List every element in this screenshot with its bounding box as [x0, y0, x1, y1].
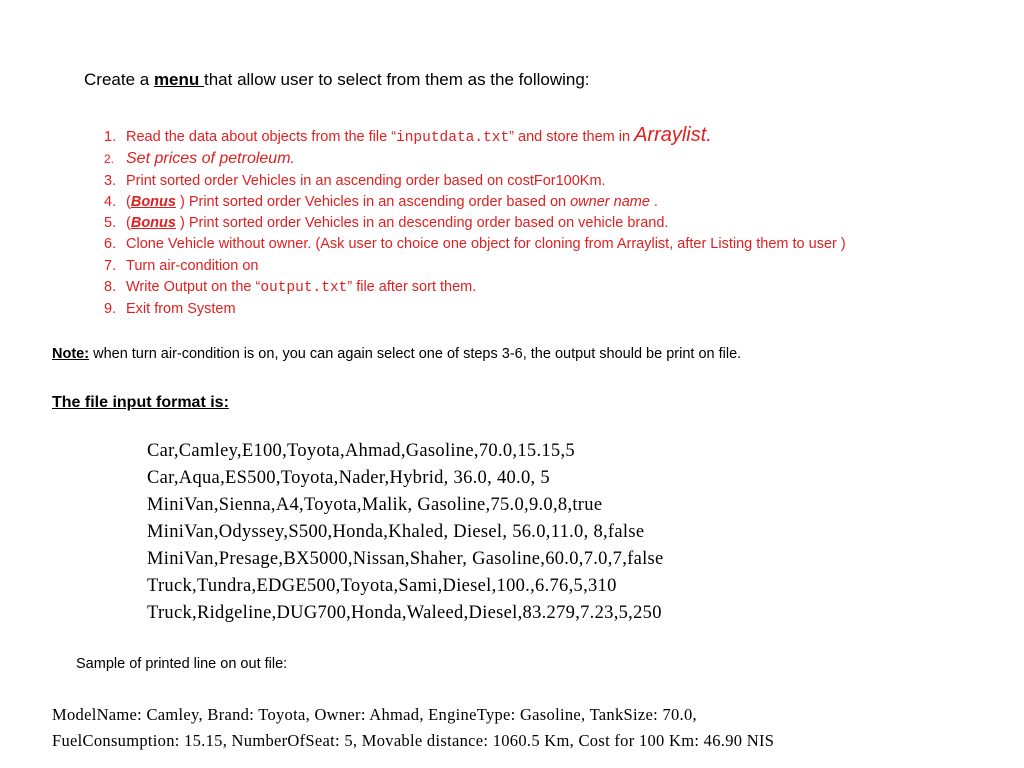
sample-output-line: FuelConsumption: 15.15, NumberOfSeat: 5, Movable distance: 1060.5 Km, Cost for 100 Km: 46.90 NIS	[52, 731, 775, 750]
menu-item-3: 3. Print sorted order Vehicles in an ascending order based on costFor100Km.	[104, 173, 606, 189]
data-line: Car,Camley,E100,Toyota,Ahmad,Gasoline,70.0,15.15,5	[147, 441, 575, 461]
data-line: Car,Aqua,ES500,Toyota,Nader,Hybrid, 36.0, 40.0, 5	[147, 468, 550, 488]
format-heading: The file input format is:	[52, 394, 229, 411]
data-line: Truck,Ridgeline,DUG700,Honda,Waleed,Diesel,83.279,7.23,5,250	[147, 603, 662, 623]
title-suffix: that allow user to select from them as the following:	[204, 70, 590, 89]
data-line: MiniVan,Odyssey,S500,Honda,Khaled, Diesel, 56.0,11.0, 8,false	[147, 522, 645, 542]
filename-inputdata: inputdata.txt	[396, 130, 510, 146]
page-title	[84, 70, 590, 90]
note-paragraph	[52, 346, 741, 362]
menu-item-4: 4. (Bonus ) Print sorted order Vehicles in an ascending order based on owner name .	[104, 194, 658, 210]
sample-output-line: ModelName: Camley, Brand: Toyota, Owner: Ahmad, EngineType: Gasoline, TankSize: 70.0,	[52, 705, 697, 724]
data-line: MiniVan,Sienna,A4,Toyota,Malik, Gasoline,75.0,9.0,8,true	[147, 495, 603, 515]
menu-item-9: 9. Exit from System	[104, 301, 236, 317]
data-line: Truck,Tundra,EDGE500,Toyota,Sami,Diesel,100.,6.76,5,310	[147, 576, 617, 596]
filename-output: output.txt	[260, 280, 348, 296]
menu-item-7: 7. Turn air-condition on	[104, 258, 259, 274]
note-label: Note:	[52, 346, 90, 362]
arraylist-emphasis: Arraylist.	[634, 124, 712, 146]
bonus-label: Bonus	[130, 194, 176, 210]
note-text: when turn air-condition is on, you can again select one of steps 3-6, the output should be print on file.	[89, 346, 742, 362]
title-prefix: Create a	[84, 70, 154, 89]
menu-item-2: 2. Set prices of petroleum.	[104, 150, 295, 167]
menu-item-8: 8. Write Output on the “output.txt” file after sort them.	[104, 279, 477, 296]
bonus-label: Bonus	[130, 215, 176, 231]
menu-item-1: 1. Read the data about objects from the file “inputdata.txt” and store them in Arraylist.	[104, 124, 712, 146]
data-line: MiniVan,Presage,BX5000,Nissan,Shaher, Gasoline,60.0,7.0,7,false	[147, 549, 664, 569]
sample-label: Sample of printed line on out file:	[76, 656, 288, 672]
title-menu-word: menu	[153, 70, 204, 89]
menu-item-5: 5. (Bonus ) Print sorted order Vehicles in an descending order based on vehicle brand.	[104, 215, 669, 231]
menu-item-6: 6. Clone Vehicle without owner. (Ask user to choice one object for cloning from Arraylist, after Listing them to user )	[104, 236, 846, 252]
